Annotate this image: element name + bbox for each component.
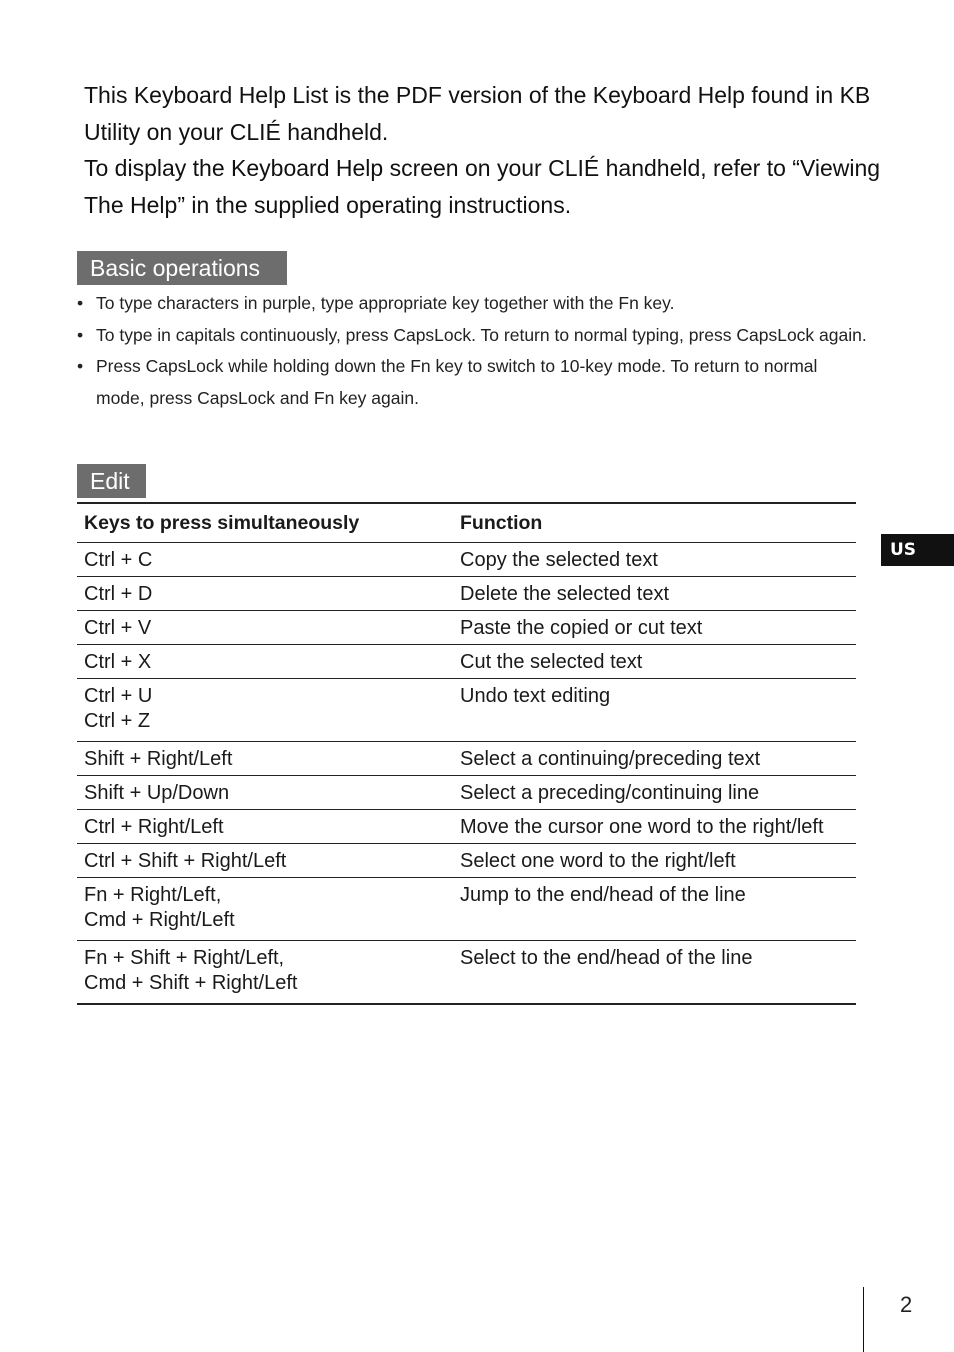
key-combo: Fn + Right/Left,: [84, 884, 222, 906]
keys-cell: [77, 810, 453, 844]
table-row: [77, 844, 856, 878]
key-combo: Ctrl + U: [84, 685, 153, 707]
table-row: [77, 810, 856, 844]
key-combo: Fn + Shift + Right/Left,: [84, 947, 285, 969]
table-row: [77, 543, 856, 577]
bullet-icon: •: [77, 293, 84, 313]
key-combo: Ctrl + Shift + Right/Left: [84, 850, 287, 872]
footer-divider: [863, 1287, 864, 1352]
key-combo: Shift + Up/Down: [84, 782, 230, 804]
table-row: [77, 941, 856, 1005]
table-row: [77, 776, 856, 810]
list-item: [77, 320, 867, 352]
key-combo: Shift + Right/Left: [84, 748, 233, 770]
key-combo: Ctrl + V: [84, 617, 152, 639]
bullet-icon: •: [77, 356, 84, 376]
keys-cell: [77, 941, 453, 1005]
function-cell: Delete the selected text: [460, 583, 670, 605]
function-cell: Select to the end/head of the line: [460, 947, 753, 969]
keys-cell: [77, 776, 453, 810]
key-combo: Cmd + Right/Left: [84, 909, 235, 931]
list-item: [77, 288, 867, 320]
function-cell: Paste the copied or cut text: [460, 617, 703, 639]
function-cell: Cut the selected text: [460, 651, 643, 673]
bullet-icon: •: [77, 324, 84, 345]
table-row: [77, 611, 856, 645]
table-row: [77, 645, 856, 679]
key-combo: Ctrl + Z: [84, 710, 151, 732]
page-number: 2: [900, 1292, 913, 1317]
edit-heading: Edit: [77, 464, 146, 498]
table-row: [77, 577, 856, 611]
keys-cell: [77, 611, 453, 645]
column-header-function: Function: [460, 512, 543, 534]
keys-cell: [77, 645, 453, 679]
language-tab: US: [881, 534, 954, 566]
list-item-text: Press CapsLock while holding down the Fn key to switch to 10-key mode. To return to normal mode, press CapsLock and Fn key again.: [96, 356, 818, 408]
key-combo: Cmd + Shift + Right/Left: [84, 972, 298, 994]
table-header-row: [77, 503, 856, 543]
keys-cell: [77, 844, 453, 878]
table-row: [77, 878, 856, 941]
key-combo: Ctrl + D: [84, 583, 153, 605]
keys-cell: [77, 543, 453, 577]
function-cell: Copy the selected text: [460, 549, 658, 571]
keys-cell: [77, 679, 453, 742]
basic-operations-list: [77, 288, 867, 414]
list-item: [77, 351, 867, 414]
keys-cell: [77, 878, 453, 941]
basic-operations-heading: Basic operations: [77, 251, 287, 285]
key-combo: Ctrl + C: [84, 549, 153, 571]
key-combo: Ctrl + X: [84, 651, 152, 673]
function-cell: Select one word to the right/left: [460, 850, 736, 872]
function-cell: Select a continuing/preceding text: [460, 748, 761, 770]
function-cell: Select a preceding/continuing line: [460, 782, 760, 804]
function-cell: Undo text editing: [460, 685, 611, 707]
function-cell: Move the cursor one word to the right/left: [460, 816, 824, 838]
intro-paragraph-1: This Keyboard Help List is the PDF version of the Keyboard Help found in KB Utility on your CLIÉ handheld.: [84, 82, 871, 145]
table-row: [77, 679, 856, 742]
function-cell: Jump to the end/head of the line: [460, 884, 746, 906]
intro-text: [84, 77, 884, 223]
intro-paragraph-2: To display the Keyboard Help screen on your CLIÉ handheld, refer to “Viewing The Help” in the supplied operating instructions.: [84, 155, 881, 218]
keys-cell: [77, 577, 453, 611]
column-header-keys: Keys to press simultaneously: [84, 512, 360, 534]
list-item-text: To type characters in purple, type appropriate key together with the Fn key.: [96, 293, 675, 313]
table-row: [77, 742, 856, 776]
key-combo: Ctrl + Right/Left: [84, 816, 224, 838]
keys-cell: [77, 742, 453, 776]
list-item-text: To type in capitals continuously, press CapsLock. To return to normal typing, press CapsLock again.: [96, 324, 867, 345]
edit-shortcuts-table: [77, 502, 856, 1005]
